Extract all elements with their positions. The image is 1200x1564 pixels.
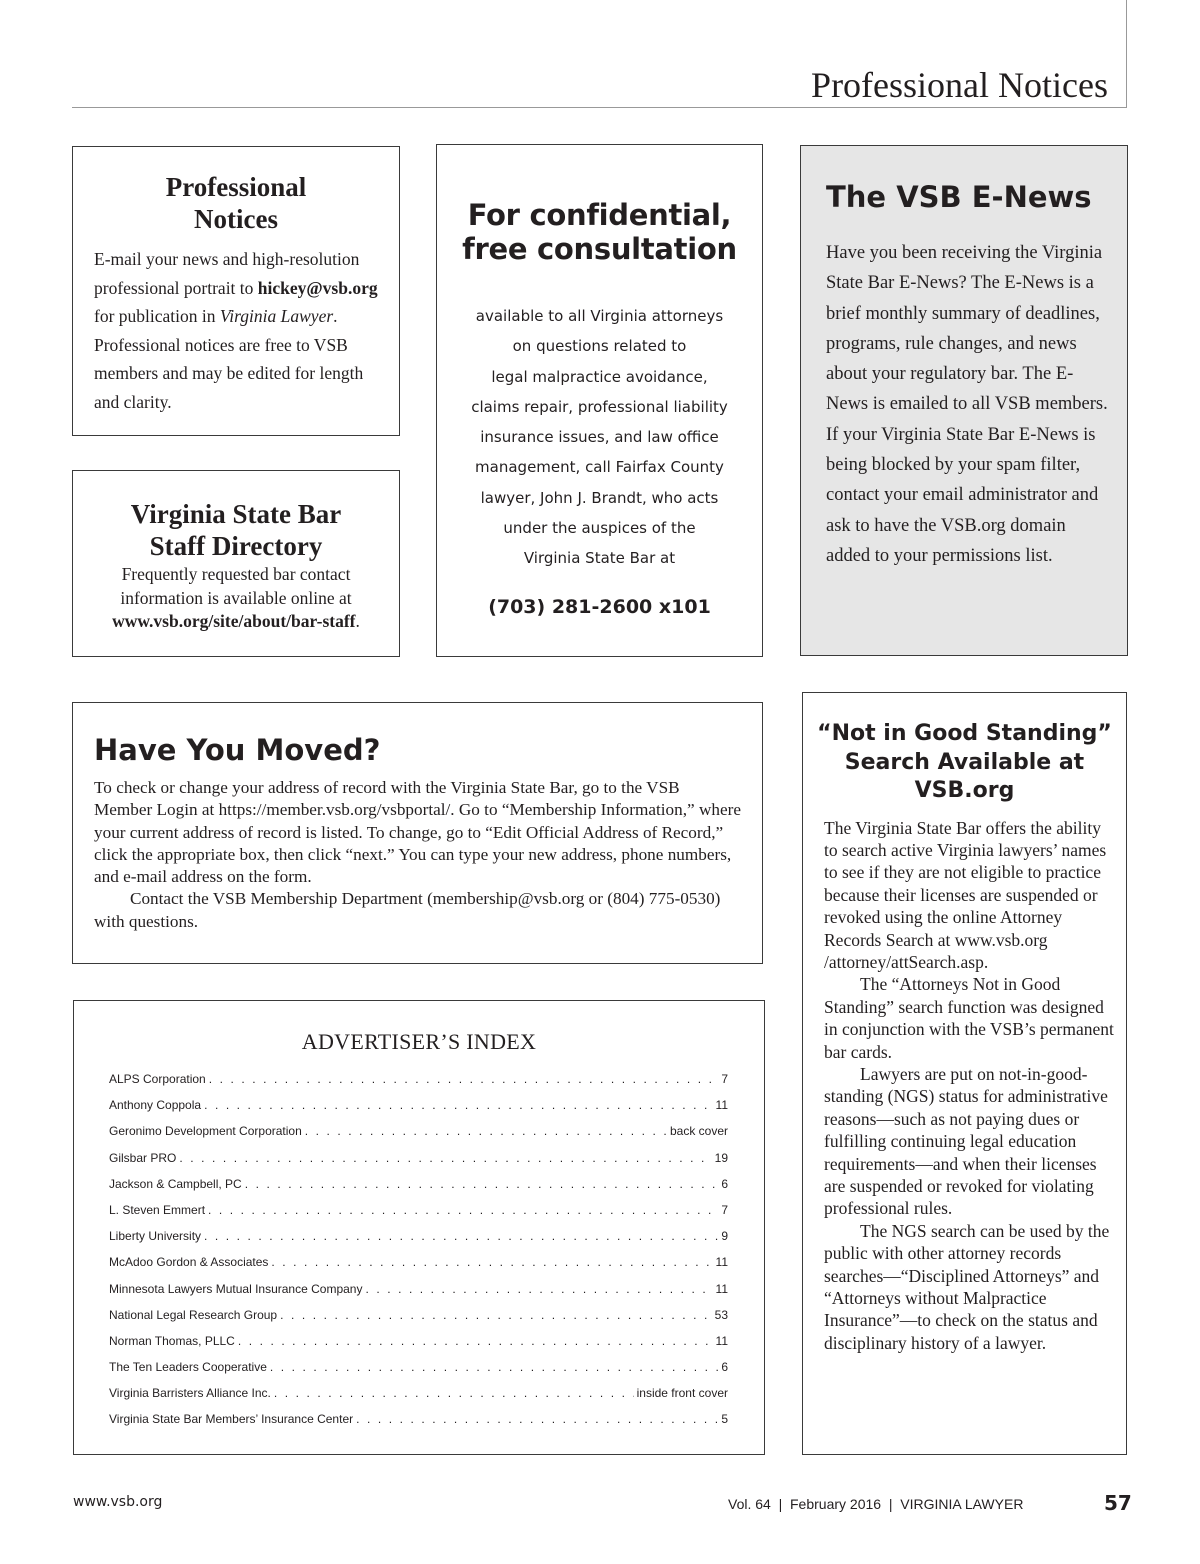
dot-leader — [204, 1092, 712, 1118]
page-number: 57 — [1104, 1491, 1132, 1515]
staff-directory-link[interactable]: www.vsb.org/site/about/bar-staff — [112, 611, 356, 631]
advertiser-name: L. Steven Emmert — [109, 1202, 206, 1217]
dot-leader — [209, 1066, 719, 1092]
dot-leader — [305, 1118, 667, 1144]
text-line: under the auspices of the — [503, 519, 696, 538]
advertiser-name: Liberty University — [109, 1229, 202, 1244]
title-line: Search Available at — [844, 749, 1085, 775]
advertiser-entry — [109, 1066, 728, 1092]
good-standing-box — [802, 692, 1127, 1455]
good-standing-paragraph: Lawyers are put on not-in-good-standing (NGS) status for administrative reasons—such as not paying dues or fulfilling continuing legal education requirements—and when their licenses are suspended or revoked for violating professional rules. — [824, 1063, 1108, 1219]
text-line: insurance issues, and law office — [480, 428, 719, 447]
have-you-moved-contact: Contact the VSB Membership Department (membership@vsb.org or (804) 775-0530) with questions. — [94, 889, 721, 931]
advertiser-name: National Legal Research Group — [109, 1307, 278, 1322]
enews-text: Have you been receiving the Virginia State Bar E-News? The E-News is a brief monthly summary of deadlines, programs, rule changes, and news about your regulatory bar. The E-News is emailed to all VSB members. If your Virginia State Bar E-News is being blocked by your spam filter, contact your email administrator and ask to have the VSB.org domain added to your permissions list. — [826, 243, 1108, 566]
advertiser-page: 53 — [714, 1307, 728, 1322]
text-line: Virginia State Bar at — [523, 549, 676, 568]
advertiser-page: 7 — [721, 1072, 728, 1086]
publication-name: Virginia Lawyer — [219, 306, 334, 326]
dot-leader — [204, 1223, 718, 1249]
text-segment: . — [355, 611, 360, 631]
advertiser-page: 5 — [721, 1412, 728, 1427]
advertiser-entry — [109, 1223, 728, 1249]
advertiser-name: Virginia State Bar Members’ Insurance Center — [109, 1412, 354, 1427]
staff-directory-box — [72, 470, 400, 657]
advertiser-page: 6 — [721, 1360, 728, 1375]
have-you-moved-box — [72, 702, 763, 964]
advertiser-page: 19 — [714, 1150, 728, 1165]
professional-notices-text — [73, 245, 399, 416]
advertiser-entry — [109, 1145, 728, 1171]
title-line: Virginia State Bar — [130, 499, 342, 529]
advertiser-entry — [109, 1354, 728, 1380]
title-line: free consultation — [462, 232, 737, 266]
enews-box — [800, 145, 1128, 656]
staff-directory-text — [73, 563, 399, 634]
title-line: Staff Directory — [149, 531, 323, 561]
advertiser-name: Geronimo Development Corporation — [109, 1124, 302, 1139]
advertisers-index-box — [73, 1000, 765, 1455]
dot-leader — [356, 1406, 718, 1432]
dot-leader — [274, 1380, 634, 1406]
dot-leader — [179, 1145, 711, 1171]
professional-notices-title — [73, 171, 399, 235]
text-segment: for publication in — [94, 306, 220, 326]
text-line: claims repair, professional liability — [471, 397, 728, 416]
advertiser-entry — [109, 1092, 728, 1118]
text-line: available to all Virginia attorneys — [475, 307, 724, 325]
advertiser-page: 11 — [715, 1098, 728, 1113]
advertiser-name: Anthony Coppola — [109, 1098, 202, 1113]
advertiser-entry — [109, 1328, 728, 1354]
staff-directory-title — [73, 498, 399, 562]
advertiser-entry — [109, 1118, 728, 1144]
text-segment: . Professional notices are free to VSB members and may be edited for length and clarity. — [94, 306, 364, 412]
email-link[interactable]: hickey@vsb.org — [257, 277, 378, 298]
advertiser-name: The Ten Leaders Cooperative — [109, 1360, 267, 1375]
title-line: VSB.org — [914, 778, 1015, 803]
footer-website[interactable]: www.vsb.org — [73, 1494, 163, 1510]
text-line: on questions related to — [512, 337, 687, 356]
text-segment: Frequently requested bar contact information is available online at — [120, 564, 352, 608]
header-rule — [72, 107, 1127, 108]
dot-leader — [270, 1354, 718, 1380]
advertiser-page: back cover — [669, 1124, 728, 1139]
advertiser-name: Gilsbar PRO — [109, 1150, 177, 1165]
advertiser-name: ALPS Corporation — [109, 1072, 206, 1086]
footer-issue-info: Vol. 64 | February 2016 | VIRGINIA LAWYER — [728, 1496, 1024, 1512]
dot-leader — [271, 1249, 712, 1275]
advertiser-page: 11 — [715, 1255, 728, 1270]
advertiser-page: 11 — [715, 1281, 728, 1296]
text-line: lawyer, John J. Brandt, who acts — [480, 488, 719, 507]
advertiser-page: 9 — [721, 1229, 728, 1244]
advertiser-entry — [109, 1171, 728, 1197]
dot-leader — [280, 1302, 712, 1328]
consultation-title — [437, 198, 762, 266]
section-title: Professional Notices — [811, 65, 1108, 105]
title-line: “Not in Good Standing” — [817, 721, 1112, 746]
consultation-text — [437, 301, 762, 574]
consultation-phone[interactable]: (703) 281-2600 x101 — [488, 595, 711, 618]
good-standing-paragraph: The “Attorneys Not in Good Standing” search function was designed in conjunction with the VSB’s permanent bar cards. — [824, 974, 1114, 1062]
dot-leader — [238, 1328, 713, 1354]
header-vertical-rule — [1126, 0, 1127, 108]
advertiser-name: McAdoo Gordon & Associates — [109, 1255, 269, 1270]
advertiser-page: 11 — [715, 1333, 728, 1348]
consultation-box — [436, 144, 763, 657]
dot-leader — [365, 1276, 712, 1302]
advertisers-index-title: ADVERTISER’S INDEX — [301, 1029, 537, 1054]
advertiser-entry — [109, 1276, 728, 1302]
advertiser-name: Jackson & Campbell, PC — [109, 1176, 242, 1191]
advertiser-name: Minnesota Lawyers Mutual Insurance Company — [109, 1281, 363, 1296]
advertiser-page: 7 — [721, 1202, 728, 1217]
advertiser-entry — [109, 1380, 728, 1406]
good-standing-paragraph: The Virginia State Bar offers the ability to search active Virginia lawyers’ names to see if they are not eligible to practice because their licenses are suspended or revoked using the online Attorney Records Search at www.vsb.org /attorney/attSearch.asp. — [824, 817, 1107, 972]
have-you-moved-title: Have You Moved? — [94, 733, 381, 767]
advertiser-entry — [109, 1197, 728, 1223]
title-line: Notices — [194, 204, 278, 234]
advertiser-page: 6 — [721, 1176, 728, 1191]
text-line: management, call Fairfax County — [475, 458, 724, 477]
dot-leader — [208, 1197, 718, 1223]
advertiser-entry — [109, 1249, 728, 1275]
text-line: legal malpractice avoidance, — [491, 367, 708, 386]
title-line: For confidential, — [467, 198, 732, 232]
have-you-moved-text: To check or change your address of record with the Virginia State Bar, go to the VSB Member Login at https://member.vsb.org/vsbportal/. Go to “Membership Information,” where your current address of record is listed. To change, go to “Edit Official Address of Record,” click the appropriate box, then click “next.” You can type your new address, phone numbers, and e-mail address on the form. — [94, 778, 741, 887]
text-segment: E-mail your news and high-resolution professional portrait to — [94, 249, 360, 298]
good-standing-title — [803, 720, 1126, 806]
good-standing-paragraph: The NGS search can be used by the public with other attorney records searches—“Disciplined Attorneys” and “Attorneys without Malpractice Insurance”—to check on the status and disciplinary history of a lawyer. — [824, 1220, 1110, 1353]
advertiser-entry — [109, 1406, 728, 1432]
dot-leader — [245, 1171, 719, 1197]
advertisers-list — [109, 1066, 728, 1433]
enews-title: The VSB E-News — [826, 180, 1092, 214]
advertiser-name: Norman Thomas, PLLC — [109, 1333, 235, 1348]
advertiser-name: Virginia Barristers Alliance Inc. — [109, 1386, 271, 1401]
title-line: Professional — [165, 172, 307, 202]
advertiser-entry — [109, 1302, 728, 1328]
advertiser-page: inside front cover — [636, 1386, 728, 1401]
professional-notices-box — [72, 146, 400, 436]
